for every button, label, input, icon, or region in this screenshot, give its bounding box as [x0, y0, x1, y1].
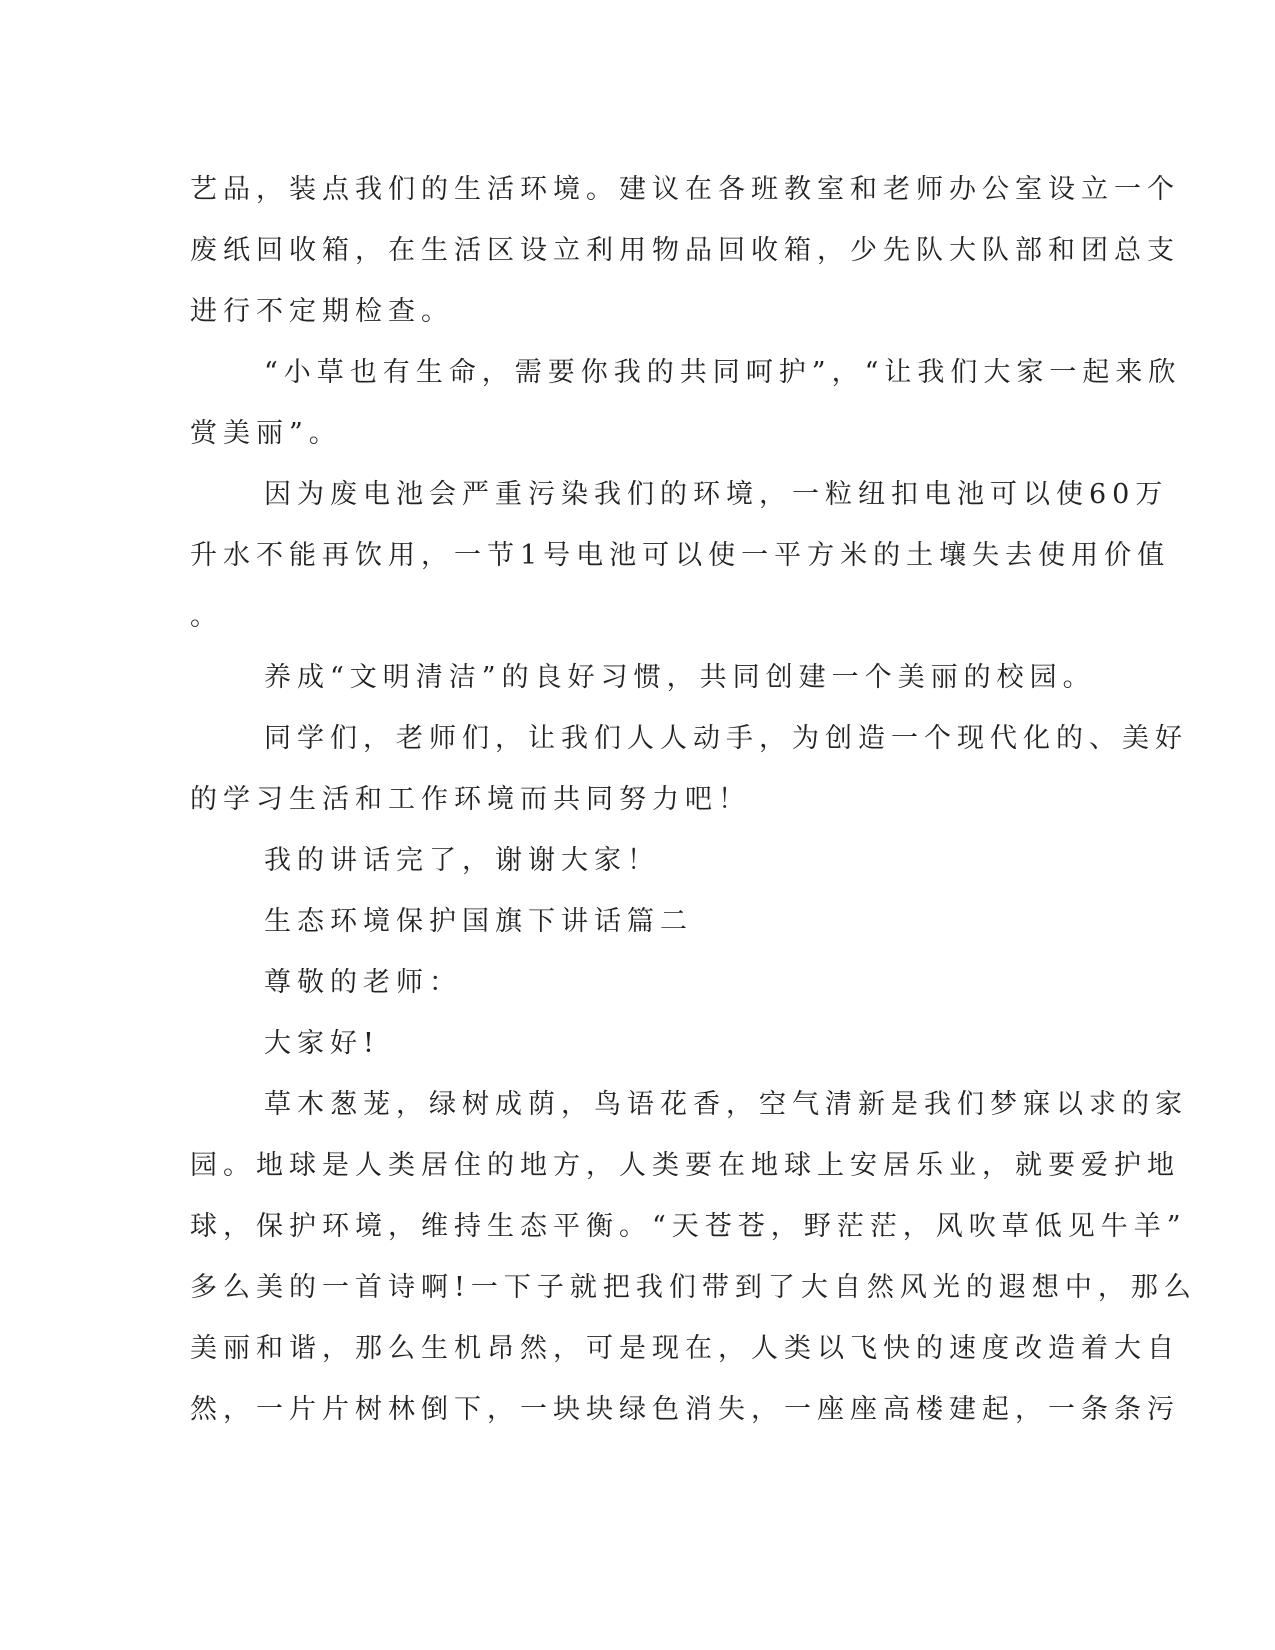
text-line: 因为废电池会严重污染我们的环境，一粒纽扣电池可以使60万 [264, 479, 1169, 510]
text-line: 进行不定期检查。 [190, 296, 454, 327]
text-line: 养成“文明清洁”的良好习惯，共同创建一个美丽的校园。 [264, 662, 1096, 693]
text-line: 。 [190, 601, 223, 632]
text-line: 赏美丽”。 [190, 418, 342, 449]
text-line: 球，保护环境，维持生态平衡。“天苍苍，野茫茫，风吹草低见牛羊” [190, 1211, 1187, 1242]
text-line: 园。地球是人类居住的地方，人类要在地球上安居乐业，就要爱护地 [190, 1150, 1180, 1181]
greeting: 大家好! [264, 1028, 380, 1059]
text-line: 艺品，装点我们的生活环境。建议在各班教室和老师办公室设立一个 [190, 174, 1180, 205]
text-line: 废纸回收箱，在生活区设立利用物品回收箱，少先队大队部和团总支 [190, 235, 1180, 266]
text-line: “小草也有生命，需要你我的共同呵护”，“让我们大家一起来欣 [264, 357, 1182, 388]
text-line: 升水不能再饮用，一节1号电池可以使一平方米的土壤失去使用价值 [190, 540, 1171, 571]
salutation: 尊敬的老师： [264, 967, 462, 998]
text-line: 草木葱茏，绿树成荫，鸟语花香，空气清新是我们梦寐以求的家 [264, 1089, 1188, 1120]
text-line: 多么美的一首诗啊!一下子就把我们带到了大自然风光的遐想中，那么 [190, 1272, 1197, 1303]
section-heading: 生态环境保护国旗下讲话篇二 [264, 906, 693, 937]
text-line: 美丽和谐，那么生机昂然，可是现在，人类以飞快的速度改造着大自 [190, 1333, 1180, 1364]
text-line: 我的讲话完了，谢谢大家！ [264, 845, 660, 876]
text-line: 然，一片片树林倒下，一块块绿色消失，一座座高楼建起，一条条污 [190, 1394, 1180, 1425]
text-line: 的学习生活和工作环境而共同努力吧！ [190, 784, 751, 815]
text-line: 同学们，老师们，让我们人人动手，为创造一个现代化的、美好 [264, 723, 1188, 754]
